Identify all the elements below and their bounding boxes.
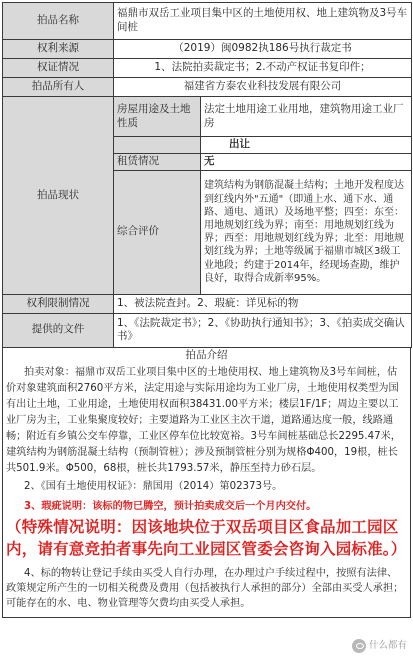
- label-cert: 权证情况: [3, 59, 114, 78]
- value-eval: 建筑结构为钢筋混凝土结构；土地开发程度达到红线内外"五通"（即通上水、通下水、通路、通电、通讯）及场地平整；四至：东至：用地规划红线为界；南至：用地规划红线为界；西至：用地规划红线为界；北至：用地规划红线为界；土地等级属于福鼎市城区3级工业地段；约建于2014年，经现场查勘，维护良好，取得合成新率95%。: [201, 170, 412, 294]
- intro-paragraph-1: 拍卖对象：福鼎市双岳工业项目集中区的土地使用权、地上建筑物及3号车间桩，估价对象建筑面积2760平方米，法定用途与实际用途均为工业厂房，土地使用权类型为国有出让土地，工业用途，土地使用权面积38431.00平方米；楼层1F/1F；周边主要以工业厂房为主，工业集聚度较好；主要道路为工业区主次干道，道路通达度一般，线路通畅；附近有乡镇公交车停靠，工业区停车位比较宽裕。3号车间桩基础总长2295.47米，建筑结构为钢筋混凝土结构（预制管桩）；涉及预制管桩分别为规格Φ400，19根，桩长共501.9米。Φ500，68根，桩长共1793.57米，静压至持力砂石层。: [6, 367, 401, 475]
- label-source: 权利来源: [3, 40, 114, 59]
- label-eval: 综合评价: [114, 170, 201, 294]
- row-docs: [3, 313, 412, 347]
- label-rent: 租赁情况: [114, 153, 201, 170]
- row-source: [3, 40, 412, 59]
- intro-paragraph-3: 3、瑕疵说明：该标的物已腾空，预计拍卖成交后一个月内交付。: [24, 501, 317, 513]
- label-status: 拍品现状: [3, 97, 114, 295]
- row-limits: [3, 294, 412, 313]
- value-nature: 法定土地用途工业用地，建筑物用途工业厂房: [201, 97, 412, 137]
- intro-paragraph-4: 4、标的物转让登记手续由买受人自行办理，在办理过户手续过程中，按照有法律、政策规定所产生的一切相关税费及费用（包括被执行人承担的部分）全部由买受人承担；可能存在的水、电、物业管理等欠费均由买受人承担。: [6, 568, 404, 610]
- row-owner: [3, 78, 412, 97]
- label-nature-cont: [114, 137, 201, 154]
- label-docs: 提供的文件: [3, 313, 114, 347]
- watermark-text: 什么都有: [368, 639, 407, 651]
- label-name: 拍品名称: [3, 3, 114, 40]
- intro-section: [2, 348, 411, 619]
- intro-paragraph-2: 2、《国有土地使用权证》：鼎国用（2014）第02373号。: [24, 481, 283, 493]
- value-name: 福鼎市双岳工业项目集中区的土地使用权、地上建筑物及3号车间桩: [114, 3, 412, 40]
- row-name: [3, 3, 412, 40]
- label-owner: 拍品所有人: [3, 78, 114, 97]
- value-rent: 无: [201, 153, 412, 170]
- auction-info-table: [2, 2, 412, 348]
- special-notice: （特殊情况说明：因该地块位于双岳项目区食品加工园区内，请有意竞拍者事先向工业园区管委会咨询入园标准。）: [6, 518, 407, 559]
- label-nature: 房屋用途及土地性质: [114, 97, 201, 137]
- auction-sheet: [2, 2, 411, 618]
- value-cert: 1、法院拍卖裁定书；2.不动产权证书复印件；: [114, 59, 412, 78]
- value-docs: 1、《法院裁定书》；2、《协助执行通知书》；3、《拍卖成交确认书》: [114, 313, 412, 347]
- value-owner: 福建省方泰农业科技发展有限公司: [114, 78, 412, 97]
- value-source: （2019）闽0982执186号执行裁定书: [114, 40, 412, 59]
- row-nature: [3, 97, 412, 137]
- label-limits: 权利限制情况: [3, 294, 114, 313]
- value-lease: 出让: [201, 137, 412, 154]
- row-cert: [3, 59, 412, 78]
- value-limits: 1、被法院查封。2、瑕疵：详见标的物: [114, 294, 412, 313]
- wechat-icon: [352, 639, 366, 653]
- intro-heading: 拍品介绍: [185, 348, 228, 361]
- watermark: [352, 639, 407, 653]
